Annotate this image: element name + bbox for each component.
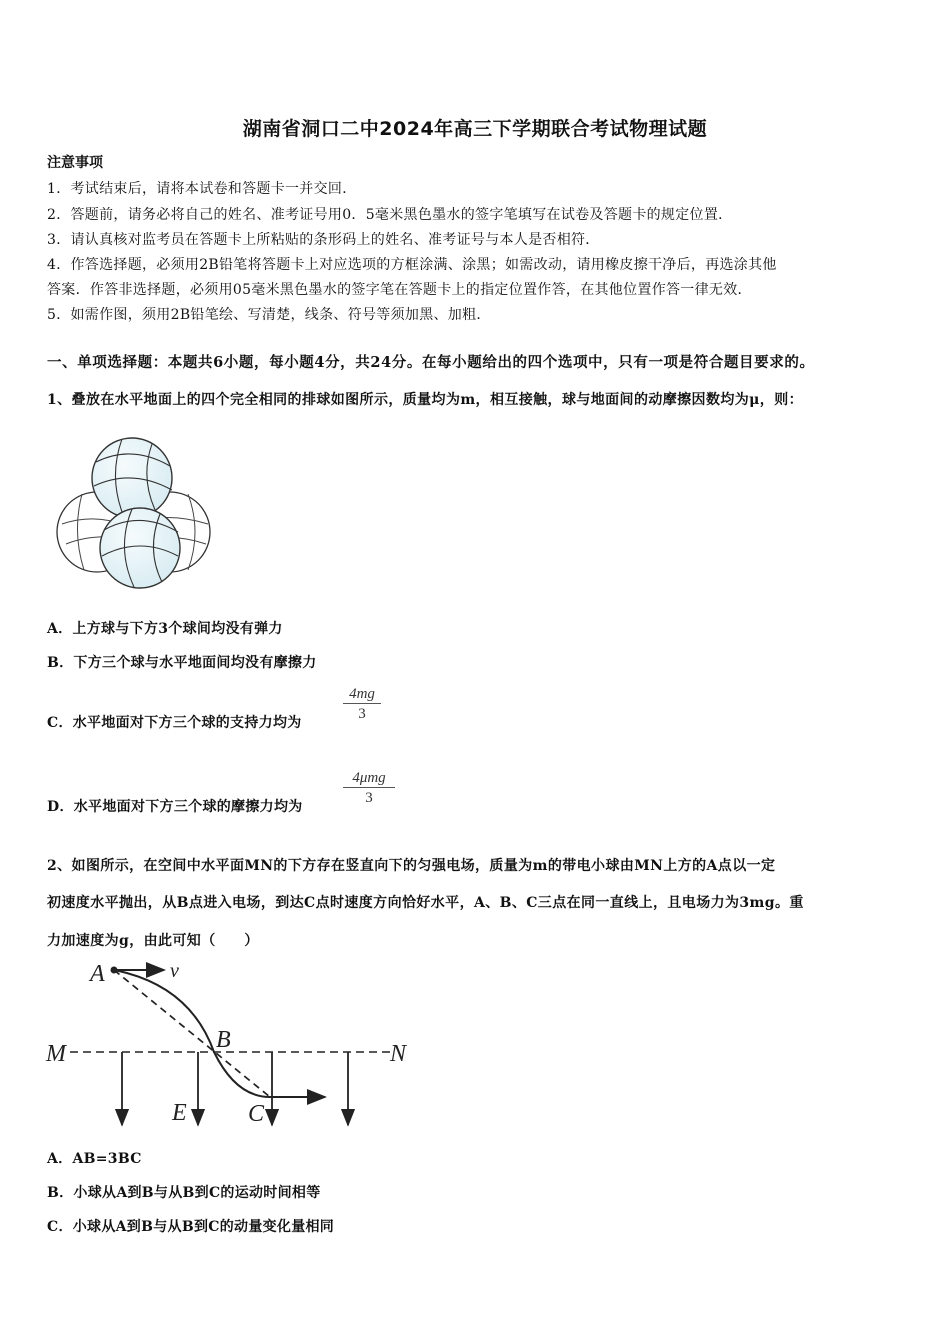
notice-item: 3．请认真核对监考员在答题卡上所粘贴的条形码上的姓名、准考证号与本人是否相符． — [47, 232, 600, 248]
label-b: B — [216, 1027, 231, 1053]
volleyball-icon — [100, 508, 180, 588]
q1-option-c: C．水平地面对下方三个球的支持力均为 — [47, 715, 302, 731]
question-2-stem: 初速度水平抛出，从B点进入电场，到达C点时速度方向恰好水平，A、B、C三点在同一直线上，且电场力为3mg。重 — [47, 895, 804, 911]
notice-item: 2．答题前，请务必将自己的姓名、准考证号用0．5毫米黑色墨水的签字笔填写在试卷及答题卡的规定位置． — [47, 207, 733, 223]
fraction-numerator: 4μmg — [352, 770, 386, 786]
q2-option-c: C．小球从A到B与从B到C的动量变化量相同 — [47, 1219, 335, 1235]
question-1-stem: 1、叠放在水平地面上的四个完全相同的排球如图所示，质量均为m，相互接触，球与地面间的动摩擦因数均为μ，则： — [47, 392, 803, 408]
volleyball-stack-figure — [52, 432, 217, 592]
notice-heading: 注意事项 — [47, 155, 103, 171]
q1-option-d: D．水平地面对下方三个球的摩擦力均为 — [47, 799, 303, 815]
q1-option-a: A．上方球与下方3个球间均没有弹力 — [47, 621, 283, 637]
fraction-denominator: 3 — [343, 703, 381, 723]
abc-line — [114, 970, 270, 1097]
label-a: A — [90, 961, 105, 987]
q2-option-b: B．小球从A到B与从B到C的运动时间相等 — [47, 1185, 321, 1201]
notice-item: 4．作答选择题，必须用2B铅笔将答题卡上对应选项的方框涂满、涂黑；如需改动，请用橡皮擦干净后，再选涂其他 — [47, 257, 777, 273]
label-e: E — [172, 1100, 187, 1126]
q1-option-b: B．下方三个球与水平地面间均没有摩擦力 — [47, 655, 317, 671]
projectile-field-figure — [40, 955, 420, 1135]
notice-item: 5．如需作图，须用2B铅笔绘、写清楚，线条、符号等须加黑、加粗． — [47, 307, 491, 323]
label-v: v — [170, 960, 179, 982]
fraction-numerator: 4mg — [349, 686, 375, 702]
page-title: 湖南省洞口二中2024年高三下学期联合考试物理试题 — [242, 118, 708, 140]
q2-option-a: A．AB=3BC — [47, 1151, 142, 1167]
question-2-stem: 2、如图所示，在空间中水平面MN的下方存在竖直向下的匀强电场，质量为m的带电小球由MN上方的A点以一定 — [47, 858, 776, 874]
label-n: N — [390, 1041, 407, 1067]
fraction-denominator: 3 — [343, 787, 395, 807]
notice-item: 1．考试结束后，请将本试卷和答题卡一并交回． — [47, 181, 357, 197]
label-c: C — [248, 1101, 265, 1127]
question-2-stem: 力加速度为g，由此可知（ ） — [47, 933, 259, 949]
section-heading: 一、单项选择题：本题共6小题，每小题4分，共24分。在每小题给出的四个选项中，只有一项是符合题目要求的。 — [47, 354, 815, 371]
q1-option-d-fraction — [343, 770, 395, 807]
volleyball-icon — [92, 438, 172, 518]
q1-option-c-fraction — [343, 686, 381, 723]
notice-item: 答案．作答非选择题，必须用05毫米黑色墨水的签字笔在答题卡上的指定位置作答，在其他位置作答一律无效． — [47, 282, 752, 298]
label-m: M — [46, 1041, 66, 1067]
